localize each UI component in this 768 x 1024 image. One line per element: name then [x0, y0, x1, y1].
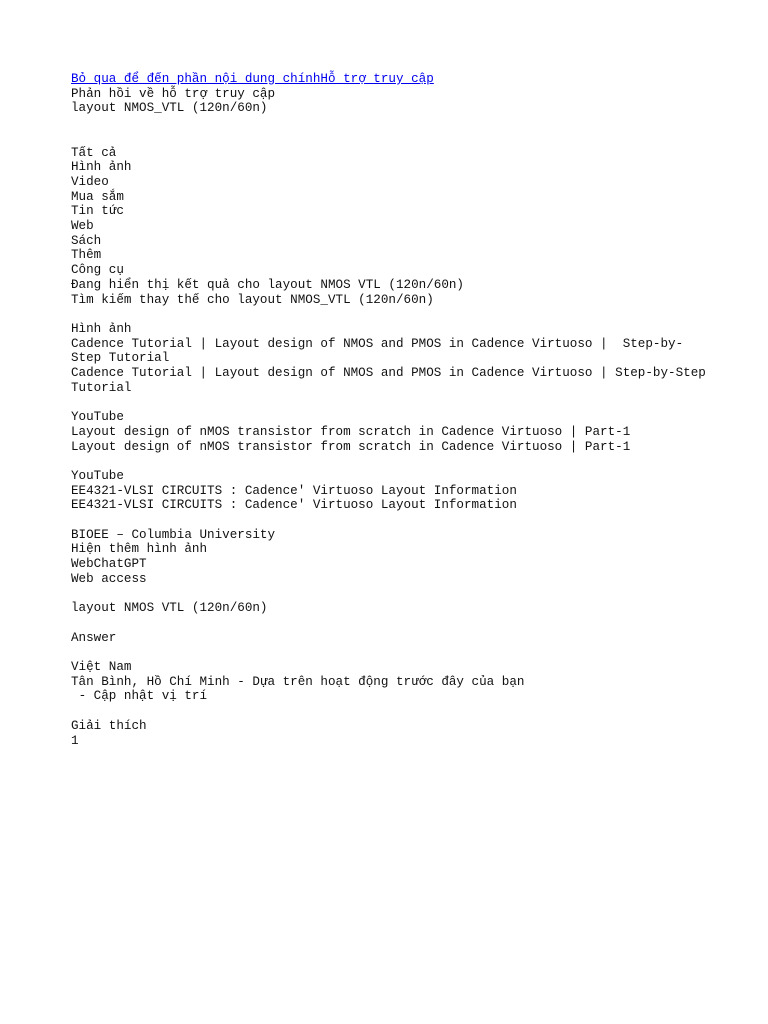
tab-books[interactable]: Sách: [71, 233, 102, 248]
image-result-title[interactable]: EE4321-VLSI CIRCUITS : Cadence' Virtuoso Layout Information: [71, 483, 517, 498]
more-images-link[interactable]: Hiện thêm hình ảnh: [71, 542, 208, 557]
search-query-text[interactable]: layout NMOS_VTL (120n/60n): [71, 101, 268, 116]
extension-name: WebChatGPT: [71, 557, 147, 572]
showing-results-text[interactable]: Đang hiển thị kết quả cho layout NMOS VTL (120n/60n): [71, 277, 464, 292]
tab-web[interactable]: Web: [71, 219, 94, 234]
top-links-row: [71, 72, 711, 87]
tab-tools[interactable]: Công cụ: [71, 263, 124, 278]
spacer: [71, 587, 711, 602]
tab-more[interactable]: Thêm: [71, 248, 102, 263]
footer-location: Tân Bình, Hồ Chí Minh - Dựa trên hoạt động trước đây của bạn: [71, 674, 525, 689]
image-result-alt: EE4321-VLSI CIRCUITS : Cadence' Virtuoso Layout Information: [71, 498, 517, 513]
spacer: [71, 616, 711, 631]
spacer: [71, 116, 711, 145]
tab-all[interactable]: Tất cả: [71, 145, 117, 160]
tab-news[interactable]: Tin tức: [71, 204, 124, 219]
spacer: [71, 645, 711, 660]
spacer: [71, 395, 711, 410]
images-section-heading: Hình ảnh: [71, 321, 132, 336]
accessibility-feedback-link[interactable]: Phản hồi về hỗ trợ truy cập: [71, 86, 276, 101]
extension-query: layout NMOS VTL (120n/60n): [71, 601, 268, 616]
spacer: [71, 307, 711, 322]
tab-shopping[interactable]: Mua sắm: [71, 189, 124, 204]
spacer: [71, 454, 711, 469]
skip-to-content-link[interactable]: Bỏ qua để đến phần nội dung chính: [71, 72, 321, 86]
footer-country: Việt Nam: [71, 660, 132, 674]
image-result-title[interactable]: Layout design of nMOS transistor from scratch in Cadence Virtuoso | Part-1: [71, 424, 631, 439]
tab-videos[interactable]: Video: [71, 174, 109, 189]
image-result-alt: Cadence Tutorial | Layout design of NMOS and PMOS in Cadence Virtuoso | Step-by-Step Tutorial: [71, 366, 714, 395]
search-tabs: [71, 146, 711, 278]
answer-label: Answer: [71, 630, 117, 645]
image-result-alt: Layout design of nMOS transistor from scratch in Cadence Virtuoso | Part-1: [71, 439, 631, 454]
accessibility-help-link[interactable]: Hỗ trợ truy cập: [320, 72, 434, 86]
page-number[interactable]: 1: [71, 733, 79, 748]
image-result-source: YouTube: [71, 468, 124, 483]
page-content: [71, 72, 714, 748]
explain-link[interactable]: Giải thích: [71, 718, 147, 733]
tab-images[interactable]: Hình ảnh: [71, 160, 132, 175]
image-result-source: BIOEE – Columbia University: [71, 527, 276, 542]
image-result-source: YouTube: [71, 410, 124, 425]
spacer: [71, 704, 711, 719]
spacer: [71, 513, 711, 528]
update-location-link[interactable]: - Cập nhật vị trí: [71, 689, 208, 704]
web-access-toggle[interactable]: Web access: [71, 571, 147, 586]
image-result-title[interactable]: Cadence Tutorial | Layout design of NMOS and PMOS in Cadence Virtuoso | Step-by-Step Tutorial: [71, 336, 684, 366]
search-instead-link[interactable]: Tìm kiếm thay thế cho layout NMOS_VTL (120n/60n): [71, 292, 434, 307]
